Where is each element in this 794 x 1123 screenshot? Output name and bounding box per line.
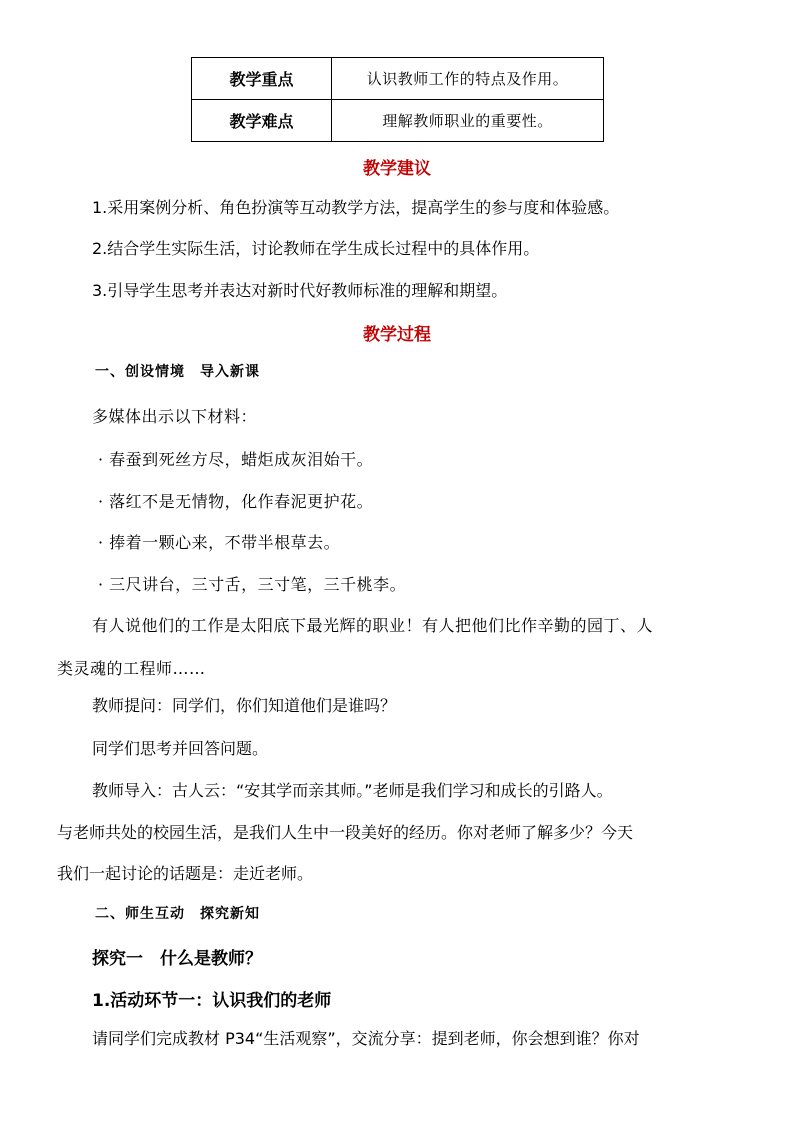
lead-line: 教师导入：古人云：“安其学而亲其师。”老师是我们学习和成长的引路人。	[92, 781, 613, 800]
quote-bullet: · 落红不是无情物，化作春泥更护花。	[98, 492, 374, 511]
suggestions-title: 教学建议	[363, 159, 431, 179]
quote-bullet: · 春蚕到死丝方尽，蜡炬成灰泪始干。	[98, 450, 374, 469]
table-value-focus: 认识教师工作的特点及作用。	[332, 58, 604, 100]
table-key-focus: 教学重点	[192, 58, 332, 100]
paragraph-line: 有人说他们的工作是太阳底下最光辉的职业！有人把他们比作辛勤的园丁、人	[92, 616, 654, 635]
table-value-difficulty: 理解教师职业的重要性。	[332, 100, 604, 142]
process-title: 教学过程	[363, 325, 431, 345]
table-key-difficulty: 教学难点	[192, 100, 332, 142]
teacher-question: 教师提问：同学们，你们知道他们是谁吗？	[92, 696, 397, 715]
intro-text: 多媒体出示以下材料：	[92, 407, 258, 426]
section-heading: 二、师生互动 探究新知	[95, 906, 260, 922]
activity-line: 请同学们完成教材 P34“生活观察”，交流分享：提到老师，你会想到谁？你对	[92, 1029, 640, 1048]
suggestion-item: 2.结合学生实际生活，讨论教师在学生成长过程中的具体作用。	[92, 239, 540, 258]
suggestion-item: 1.采用案例分析、角色扮演等互动教学方法，提高学生的参与度和体验感。	[92, 198, 620, 217]
section-heading: 一、创设情境 导入新课	[95, 364, 260, 380]
suggestion-item: 3.引导学生思考并表达对新时代好教师标准的理解和期望。	[92, 281, 508, 300]
quote-bullet: · 三尺讲台，三寸舌，三寸笔，三千桃李。	[98, 575, 407, 594]
activity-title: 1.活动环节一：认识我们的老师	[92, 991, 332, 1011]
lead-line: 与老师共处的校园生活，是我们人生中一段美好的经历。你对老师了解多少？今天	[57, 823, 634, 842]
quote-bullet: · 捧着一颗心来，不带半根草去。	[98, 533, 341, 552]
key-points-table	[191, 57, 604, 142]
explore-title: 探究一 什么是教师？	[92, 949, 262, 969]
table-row	[192, 100, 604, 142]
paragraph-line: 类灵魂的工程师……	[57, 659, 206, 678]
lead-line: 我们一起讨论的话题是：走近老师。	[57, 864, 314, 883]
table-row	[192, 58, 604, 100]
student-answer: 同学们思考并回答问题。	[92, 739, 269, 758]
